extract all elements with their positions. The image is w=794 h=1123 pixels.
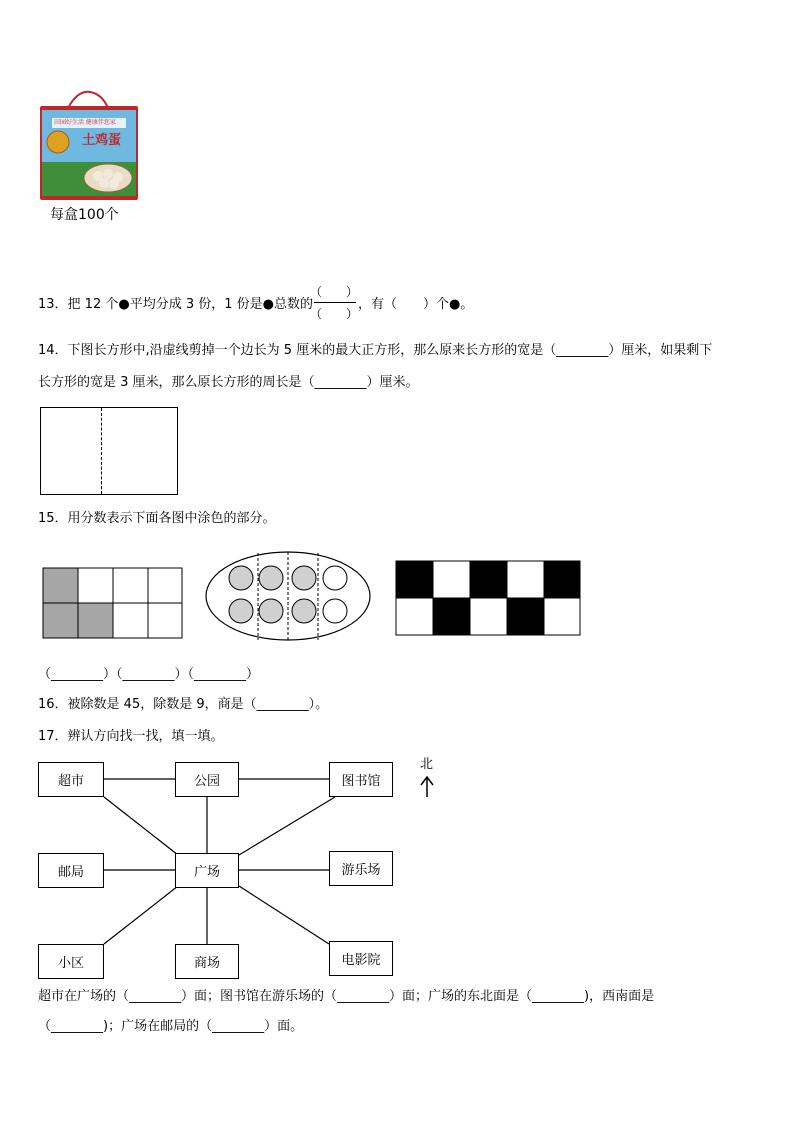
circle-shaded bbox=[229, 599, 253, 623]
q13-tail: ，有（ ）个●。 bbox=[358, 297, 474, 312]
checker-cell-black bbox=[470, 561, 507, 598]
egg-box-band-text: 田园好生活 健康伴您家 bbox=[54, 119, 116, 126]
q15-answer-blanks: （________）（________）（________） bbox=[38, 667, 260, 682]
north-label: 北 bbox=[420, 757, 434, 772]
q17-line1: 超市在广场的（________）面；图书馆在游乐场的（________）面；广场的东北面是（________)，西南面是 bbox=[38, 989, 655, 1004]
place-library: 图书馆 bbox=[329, 762, 393, 797]
egg-box-caption: 每盒100个 bbox=[50, 207, 119, 223]
grid1-cell-shaded bbox=[43, 603, 78, 638]
checker-cell-white bbox=[507, 561, 544, 598]
grid1-cell-shaded bbox=[43, 568, 78, 603]
place-square: 广场 bbox=[175, 853, 239, 888]
north-arrow-icon bbox=[421, 777, 433, 797]
cut-dashed-line bbox=[101, 408, 102, 494]
circle-shaded bbox=[229, 566, 253, 590]
circle-empty bbox=[323, 566, 347, 590]
circle-shaded bbox=[259, 566, 283, 590]
q15-text: 15．用分数表示下面各图中涂色的部分。 bbox=[38, 511, 276, 526]
checker-cell-white bbox=[433, 561, 470, 598]
checker-cell-white bbox=[470, 598, 507, 635]
rectangle-figure bbox=[40, 407, 178, 495]
q13-text: 13．把 12 个●平均分成 3 份，1 份是●总数的 bbox=[38, 297, 313, 312]
egg-box-brand-text: 土鸡蛋 bbox=[82, 133, 122, 148]
q17-line2: （________)；广场在邮局的（________）面。 bbox=[38, 1019, 304, 1034]
checker-cell-black bbox=[396, 561, 433, 598]
q13-fraction-top: （ ） bbox=[310, 285, 359, 299]
grid1-cell bbox=[113, 568, 148, 603]
grid1-cell bbox=[148, 568, 182, 603]
circle-shaded bbox=[259, 599, 283, 623]
ellipse-figure-2 bbox=[206, 552, 370, 640]
checker-cell-black bbox=[544, 561, 580, 598]
q14-line2: 长方形的宽是 3 厘米，那么原长方形的周长是（________）厘米。 bbox=[38, 375, 419, 390]
checker-cell-white bbox=[544, 598, 580, 635]
checker-cell-black bbox=[433, 598, 470, 635]
place-amusement-park: 游乐场 bbox=[329, 851, 393, 886]
circle-empty bbox=[323, 599, 347, 623]
place-cinema: 电影院 bbox=[329, 941, 393, 976]
place-residential-area: 小区 bbox=[38, 944, 104, 979]
grid1-cell bbox=[78, 568, 113, 603]
grid1-cell-shaded bbox=[78, 603, 113, 638]
circle-shaded bbox=[292, 566, 316, 590]
ellipse-outline bbox=[206, 552, 370, 640]
checker-figure-3 bbox=[396, 561, 580, 635]
q17-text: 17．辨认方向找一找，填一填。 bbox=[38, 729, 224, 744]
place-mall: 商场 bbox=[175, 944, 239, 979]
place-supermarket: 超市 bbox=[38, 762, 104, 797]
q13-fraction-bottom: （ ） bbox=[310, 307, 359, 321]
grid1-cell bbox=[113, 603, 148, 638]
grid1-cell bbox=[148, 603, 182, 638]
egg-box-image bbox=[38, 90, 140, 202]
place-park: 公园 bbox=[175, 762, 239, 797]
checker-cell-black bbox=[507, 598, 544, 635]
grid-figure-1 bbox=[43, 568, 182, 638]
circle-shaded bbox=[292, 599, 316, 623]
checker-cell-white bbox=[396, 598, 433, 635]
q13-fraction-bar bbox=[314, 302, 356, 303]
q14-line1: 14．下图长方形中,沿虚线剪掉一个边长为 5 厘米的最大正方形，那么原来长方形的宽是（________）厘米，如果剩下 bbox=[38, 343, 713, 358]
place-post-office: 邮局 bbox=[38, 853, 104, 888]
q16-text: 16．被除数是 45，除数是 9，商是（________）。 bbox=[38, 697, 329, 712]
